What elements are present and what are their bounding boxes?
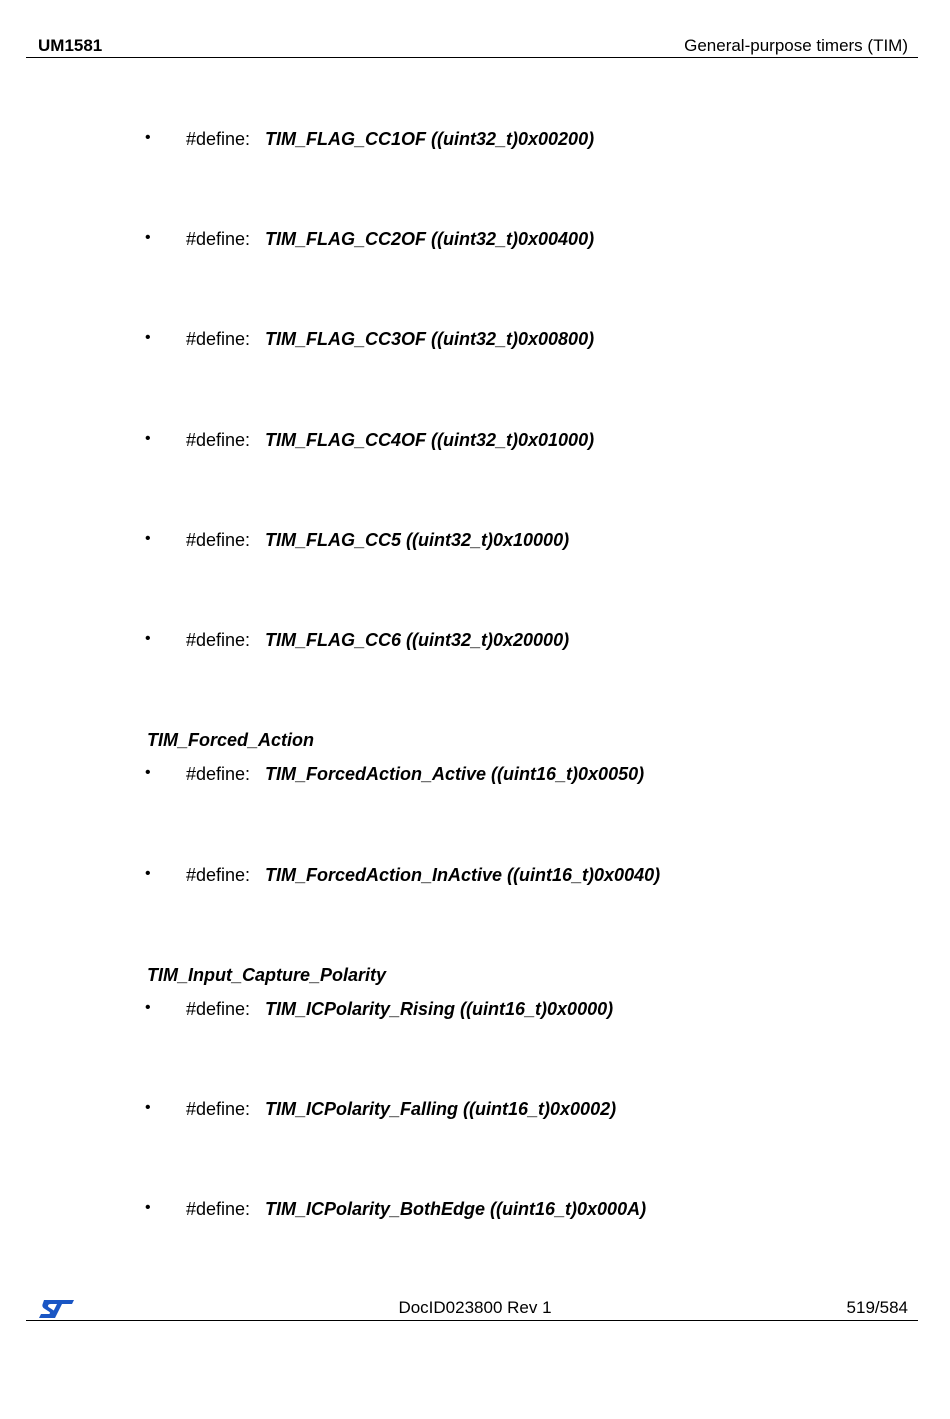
define-value: TIM_FLAG_CC6 ((uint32_t)0x20000) <box>265 630 570 650</box>
bullet-icon: • <box>145 530 151 547</box>
define-label: #define: <box>186 1199 251 1219</box>
bullet-icon: • <box>145 999 151 1016</box>
bullet-icon: • <box>145 129 151 146</box>
document-code: UM1581 <box>38 36 103 55</box>
footer-page-number: 519/584 <box>846 1298 908 1317</box>
define-label: #define: <box>186 764 251 784</box>
define-value: TIM_ICPolarity_Falling ((uint16_t)0x0002) <box>265 1099 617 1119</box>
define-value: TIM_ICPolarity_Rising ((uint16_t)0x0000) <box>265 999 614 1019</box>
footer-doc-id: DocID023800 Rev 1 <box>398 1298 552 1317</box>
define-label: #define: <box>186 329 251 349</box>
section-heading-input-capture-polarity: TIM_Input_Capture_Polarity <box>147 965 387 985</box>
define-value: TIM_ICPolarity_BothEdge ((uint16_t)0x000A) <box>265 1199 647 1219</box>
define-value: TIM_ForcedAction_InActive ((uint16_t)0x0040) <box>265 865 661 885</box>
define-label: #define: <box>186 530 251 550</box>
define-label: #define: <box>186 430 251 450</box>
bullet-icon: • <box>145 229 151 246</box>
bullet-icon: • <box>145 1099 151 1116</box>
define-label: #define: <box>186 1099 251 1119</box>
bullet-icon: • <box>145 764 151 781</box>
bullet-icon: • <box>145 865 151 882</box>
define-value: TIM_FLAG_CC2OF ((uint32_t)0x00400) <box>265 229 595 249</box>
define-value: TIM_FLAG_CC5 ((uint32_t)0x10000) <box>265 530 570 550</box>
bullet-icon: • <box>145 1199 151 1216</box>
define-label: #define: <box>186 630 251 650</box>
define-value: TIM_ForcedAction_Active ((uint16_t)0x0050) <box>265 764 645 784</box>
define-value: TIM_FLAG_CC1OF ((uint32_t)0x00200) <box>265 129 595 149</box>
section-heading-forced-action: TIM_Forced_Action <box>147 730 315 750</box>
bullet-icon: • <box>145 329 151 346</box>
bullet-icon: • <box>145 630 151 647</box>
define-label: #define: <box>186 865 251 885</box>
bullet-icon: • <box>145 430 151 447</box>
footer-rule <box>26 1320 918 1321</box>
define-label: #define: <box>186 129 251 149</box>
define-label: #define: <box>186 999 251 1019</box>
define-value: TIM_FLAG_CC4OF ((uint32_t)0x01000) <box>265 430 595 450</box>
define-label: #define: <box>186 229 251 249</box>
section-title: General-purpose timers (TIM) <box>684 36 908 55</box>
header-rule <box>26 57 918 58</box>
define-value: TIM_FLAG_CC3OF ((uint32_t)0x00800) <box>265 329 595 349</box>
